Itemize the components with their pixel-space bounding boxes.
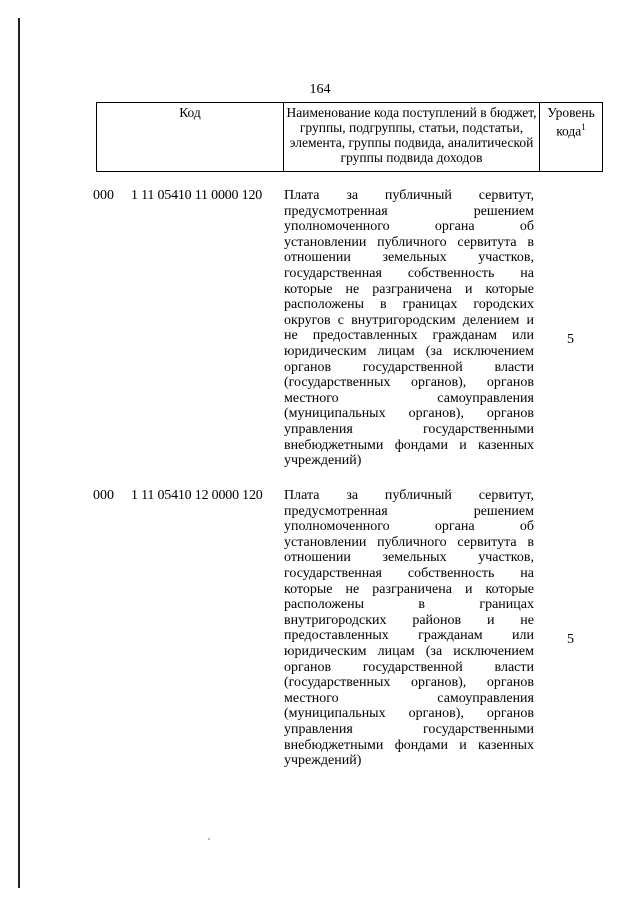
table-header (96, 102, 603, 172)
header-name-cell: Наименование кода поступлений в бюджет, группы, подгруппы, статьи, подстатьи, элемента, группы подвида, аналитической группы подвида доходов (284, 103, 540, 171)
page-number: 164 (309, 82, 331, 97)
scan-edge-line (18, 18, 20, 888)
admin-code: 000 (93, 488, 114, 503)
scan-speck (208, 838, 210, 840)
header-code-cell: Код (97, 103, 284, 171)
code-level: 5 (567, 332, 574, 347)
header-level-cell (540, 103, 602, 171)
admin-code: 000 (93, 188, 114, 203)
code-level: 5 (567, 632, 574, 647)
income-name: Плата за публичный сервитут, предусмотренная решением уполномоченного органа об установлении публичного сервитута в отношении земельных участков, государственная собственность на которые не разграничена и которые расположены в границах городских округов с внутригородским делением и не предоставленных гражданам или юридическим лицам (за исключением органов государственной власти (государственных органов), органов местного самоуправления (муниципальных органов), органов управления государственными внебюджетными фондами и казенных учреждений) (284, 188, 534, 469)
income-code: 1 11 05410 11 0000 120 (131, 188, 263, 203)
header-level-label: Уровень кода (547, 105, 595, 139)
footnote-marker: 1 (581, 122, 586, 132)
income-name: Плата за публичный сервитут, предусмотренная решением уполномоченного органа об установлении публичного сервитута в отношении земельных участков, государственная собственность на которые не разграничена и которые расположены в границах внутригородских районов и не предоставленных гражданам или юридическим лицам (за исключением органов государственной власти (государственных органов), органов местного самоуправления (муниципальных органов), органов управления государственными внебюджетными фондами и казенных учреждений) (284, 488, 534, 769)
income-code: 1 11 05410 12 0000 120 (131, 488, 263, 503)
